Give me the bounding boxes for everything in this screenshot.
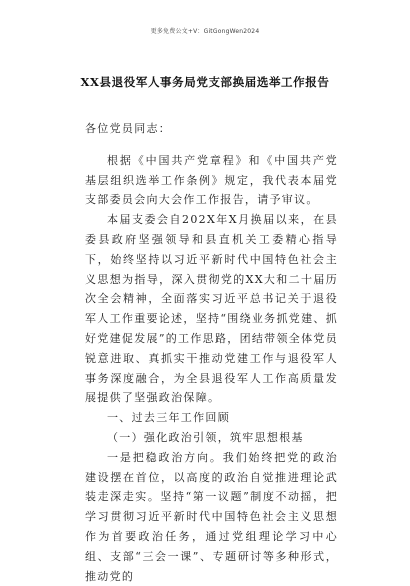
paragraph: 一是把稳政治方向。我们始终把党的政治建设摆在首位，以高度的政治自觉推进理论武装走深走实。坚持“第一议题”制度不动摇，把学习贯彻习近平新时代中国特色社会主义思想作为首要政治任务，通过党组理论学习中心组、支部“三会一课”、专题研讨等多种形式，推动党的	[85, 450, 338, 583]
paragraph: 本届支委会自202X年X月换届以来，在县委县政府坚强领导和县直机关工委精心指导下，始终坚持以习近平新时代中国特色社会主义思想为指导，深入贯彻党的XX大和二十届历次全会精神，全面落实习近平总书记关于退役军人工作重要论述，坚持“围绕业务抓党建、抓好党建促发展”的工作思路，团结带领全体党员锐意进取、真抓实干推动党建工作与退役军人事务深度融合，为全县退役军人工作高质量发展提供了坚强政治保障。	[85, 213, 338, 405]
paragraph: 根据《中国共产党章程》和《中国共产党基层组织选举工作条例》规定，我代表本届党支部委员会向大会作工作报告，请予审议。	[85, 153, 338, 207]
watermark-header: 更多免费公文+V：GitGongWen2024	[150, 28, 260, 35]
document-body	[85, 119, 338, 586]
document-title: XX县退役军人事务局党支部换届选举工作报告	[80, 75, 330, 89]
subsection-heading: （一）强化政治引领，筑牢思想根基	[107, 430, 304, 444]
salutation: 各位党员同志：	[85, 122, 172, 135]
section-heading: 一、过去三年工作回顾	[107, 411, 230, 425]
